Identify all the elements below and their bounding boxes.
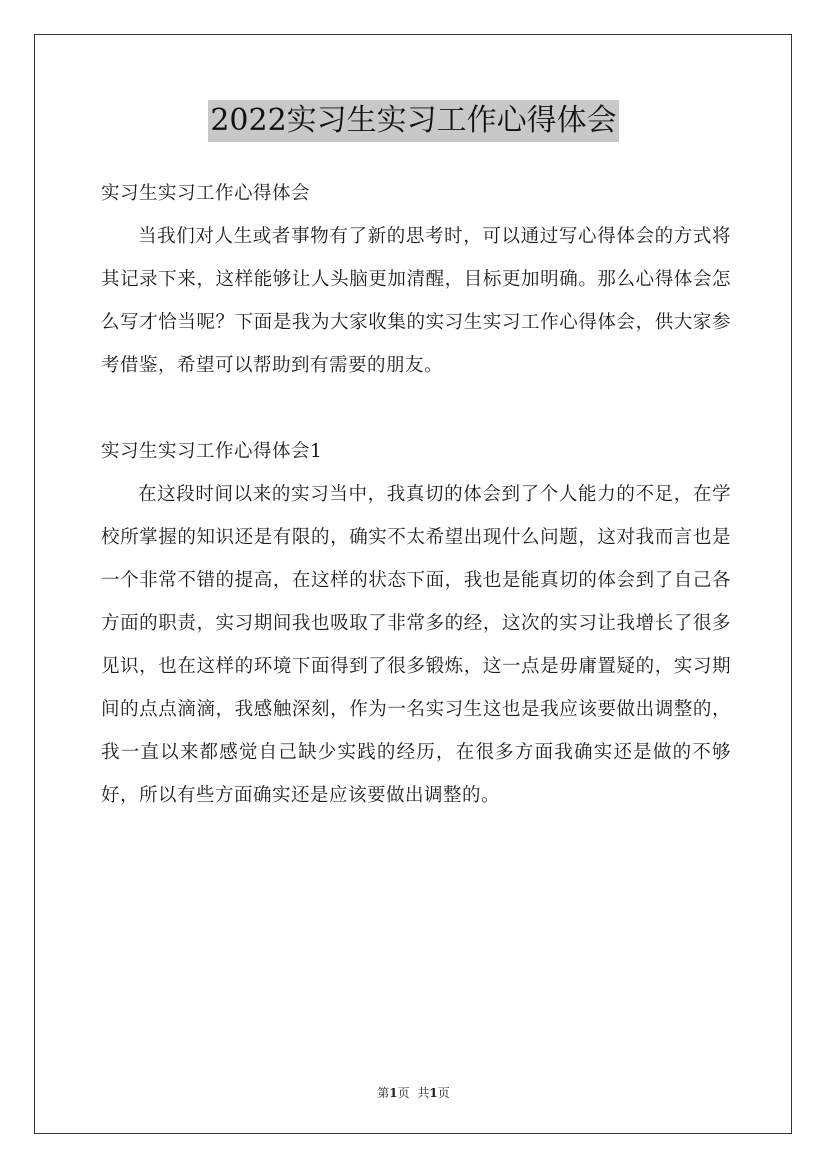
document-title: 2022实习生实习工作心得体会 <box>208 100 618 142</box>
page-number: 1 <box>389 1086 398 1100</box>
total-prefix: 共 <box>417 1086 430 1100</box>
section-spacer <box>101 387 731 430</box>
intro-heading: 实习生实习工作心得体会 <box>101 183 311 204</box>
page-prefix: 第 <box>377 1086 390 1100</box>
intro-paragraph: 当我们对人生或者事物有了新的思考时，可以通过写心得体会的方式将其记录下来，这样能够让人头脑更加清醒，目标更加明确。那么心得体会怎么写才恰当呢？下面是我为大家收集的实习生实习工作心得体会，供大家参考借鉴，希望可以帮助到有需要的朋友。 <box>101 226 731 376</box>
page-total: 1 <box>429 1086 438 1100</box>
title-container <box>0 100 827 142</box>
document-body <box>101 172 731 817</box>
page-suffix: 页 <box>397 1086 410 1100</box>
section1-heading: 实习生实习工作心得体会1 <box>101 441 323 462</box>
section1-paragraph: 在这段时间以来的实习当中，我真切的体会到了个人能力的不足，在学校所掌握的知识还是有限的，确实不太希望出现什么问题，这对我而言也是一个非常不错的提高，在这样的状态下面，我也是能真切的体会到了自己各方面的职责，实习期间我也吸取了非常多的经，这次的实习让我增长了很多见识，也在这样的环境下面得到了很多锻炼，这一点是毋庸置疑的，实习期间的点点滴滴，我感触深刻，作为一名实习生这也是我应该要做出调整的，我一直以来都感觉自己缺少实践的经历，在很多方面我确实还是做的不够好，所以有些方面确实还是应该要做出调整的。 <box>101 484 731 806</box>
page-footer <box>0 1084 827 1101</box>
total-suffix: 页 <box>437 1086 450 1100</box>
